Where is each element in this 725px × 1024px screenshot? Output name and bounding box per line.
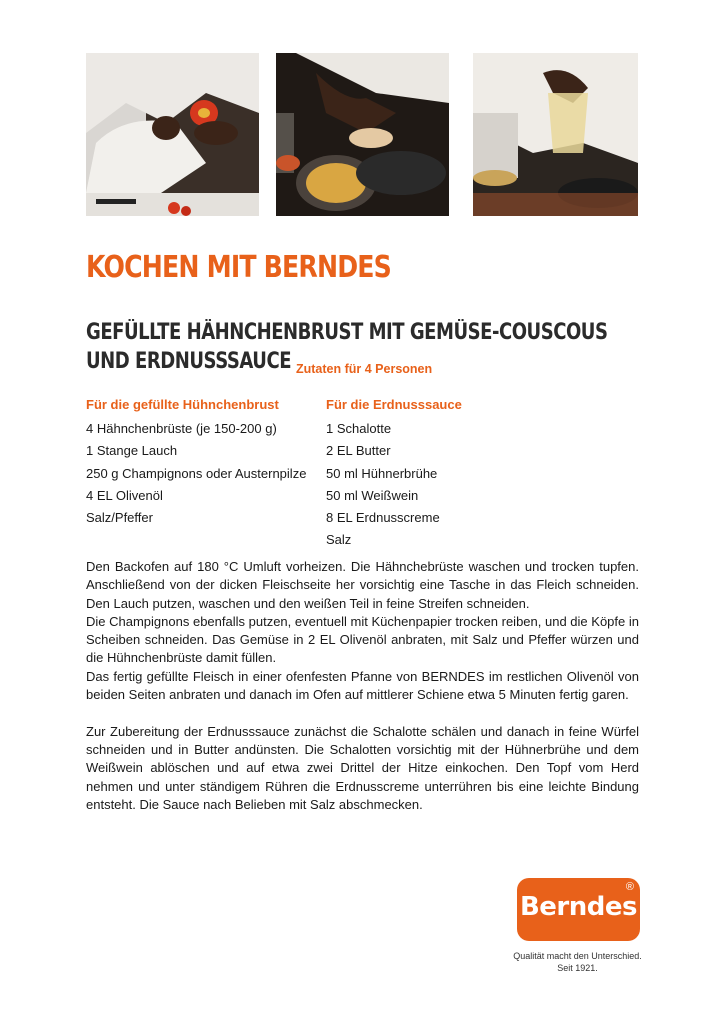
- tagline-line2: Seit 1921.: [557, 963, 598, 973]
- instruction-paragraph: Den Backofen auf 180 °C Umluft vorheizen. Die Hähnchebrüste waschen und trocken tupfen. Anschließend von der dicken Fleischseite her vorsichtig eine Tasche in das Fleich schneiden. Den Lauch putzen, waschen und den weißen Teil in feine Streifen schneiden.: [86, 559, 639, 611]
- ingredient-item: 1 Stange Lauch: [86, 443, 178, 459]
- instruction-paragraph: Die Champignons ebenfalls putzen, eventuell mit Küchenpapier trocken reiben, und die Köpfe in Scheiben schneiden. Das Gemüse in 2 EL Olivenöl anbraten, mit Salz und Pfeffer würzen und die Hühnchenbrüste damit füllen.: [86, 613, 639, 666]
- instructions: [86, 558, 639, 814]
- recipe-title-line1: GEFÜLLTE HÄHNCHENBRUST MIT GEMÜSE-COUSCOUS: [86, 320, 608, 345]
- ingredients-sauce-heading: Für die Erdnusssauce: [326, 397, 462, 412]
- serving-info: Zutaten für 4 Personen: [296, 362, 433, 376]
- ingredients-chicken: [86, 396, 321, 529]
- photo-chef-pouring-wine: [473, 53, 638, 216]
- brand-tagline: [495, 950, 660, 974]
- registered-mark: ®: [625, 881, 634, 893]
- ingredients-sauce: [326, 396, 526, 552]
- ingredient-item: Salz: [326, 532, 352, 548]
- recipe-title-line2: UND ERDNUSSSAUCE: [86, 349, 292, 374]
- ingredient-item: 4 EL Olivenöl: [86, 487, 163, 503]
- ingredient-item: 250 g Champignons oder Austernpilze: [86, 465, 307, 481]
- photo-chef-cutting-paprika: [86, 53, 259, 216]
- instruction-paragraph: Das fertig gefüllte Fleisch in einer ofenfesten Pfanne von BERNDES im restlichen Olivenöl von beiden Seiten anbraten und danach im Ofen auf mittlerer Schiene etwa 5 Minuten fertig garen.: [86, 668, 639, 703]
- ingredient-item: 50 ml Weißwein: [326, 487, 419, 503]
- tagline-line1: Qualität macht den Unterschied.: [513, 951, 642, 961]
- brand-name: Berndes: [519, 892, 637, 922]
- ingredient-item: 8 EL Erdnusscreme: [326, 510, 440, 526]
- ingredient-item: 4 Hähnchenbrüste (je 150-200 g): [86, 421, 277, 436]
- ingredient-item: 50 ml Hühnerbrühe: [326, 465, 438, 481]
- ingredient-item: Salz/Pfeffer: [86, 510, 153, 526]
- instruction-paragraph: Zur Zubereitung der Erdnusssauce zunächst die Schalotte schälen und danach in feine Würfel schneiden und in Butter andünsten. Die Schalotten vorsichtig mit der Hühnerbrühe und dem Weißwein ablöschen und auf etwa zwei Drittel der Hitze einkochen. Den Topf vom Herd nehmen und unter ständigem Rühren die Erdnusscreme unterrühren bis eine leichte Bindung entsteht. Die Sauce nach Belieben mit Salz abschmecken.: [86, 723, 639, 812]
- ingredient-item: 2 EL Butter: [326, 443, 391, 459]
- berndes-logo: [517, 878, 640, 941]
- photo-chef-stuffing-chicken: [276, 53, 449, 216]
- page-title: KOCHEN MIT BERNDES: [86, 250, 391, 285]
- ingredient-item: 1 Schalotte: [326, 421, 392, 436]
- ingredients-chicken-heading: Für die gefüllte Hühnchenbrust: [86, 397, 279, 412]
